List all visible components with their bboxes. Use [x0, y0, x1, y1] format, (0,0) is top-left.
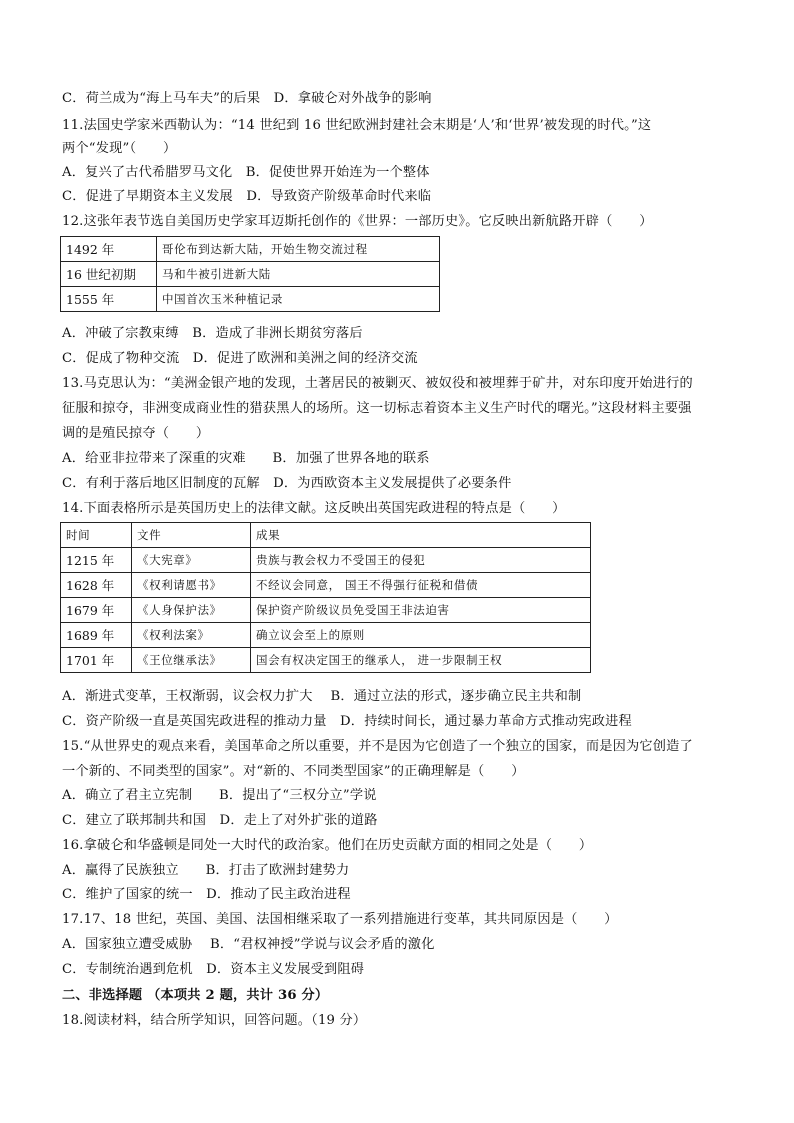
q11-options-ab: A．复兴了古代希腊罗马文化 B．促使世界开始连为一个整体	[62, 165, 430, 180]
q13-options-cd: C．有利于落后地区旧制度的瓦解 D．为西欧资本主义发展提供了必要条件	[62, 476, 512, 491]
q11-options-cd: C．促进了早期资本主义发展 D．导致资产阶级革命时代来临	[62, 189, 432, 204]
table-row	[61, 287, 440, 312]
table-cell: 《王位继承法》	[132, 648, 251, 673]
table-row	[61, 573, 591, 598]
q18-stem: 18.阅读材料，结合所学知识，回答问题。（19 分）	[62, 1013, 367, 1028]
q12-timeline-table	[60, 236, 440, 312]
q17-stem: 17.17、18 世纪，英国、美国、法国相继采取了一系列措施进行变革，其共同原因是（ ）	[62, 912, 618, 927]
q12-options-ab: A．冲破了宗教束缚 B．造成了非洲长期贫穷落后	[62, 326, 363, 341]
table-header: 时间	[61, 523, 132, 548]
table-row	[61, 623, 591, 648]
q12-stem: 12.这张年表节选自美国历史学家耳迈斯托创作的《世界：一部历史》。它反映出新航路开辟（ ）	[62, 214, 653, 229]
table-cell: 贵族与教会权力不受国王的侵犯	[251, 548, 591, 573]
table-cell: 1492 年	[61, 237, 157, 262]
q15-stem-line1: 15.“从世界史的观点来看，美国革命之所以重要，并不是因为它创造了一个独立的国家，而是因为它创造了	[62, 739, 693, 754]
table-cell: 马和牛被引进新大陆	[157, 262, 440, 287]
table-cell: 保护资产阶级议员免受国王非法迫害	[251, 598, 591, 623]
table-cell: 1689 年	[61, 623, 132, 648]
table-row	[61, 523, 591, 548]
table-cell: 中国首次玉米种植记录	[157, 287, 440, 312]
q12-options-cd: C．促成了物种交流 D．促进了欧洲和美洲之间的经济交流	[62, 351, 418, 366]
table-row	[61, 237, 440, 262]
table-cell: 1628 年	[61, 573, 132, 598]
q10-options-cd: C．荷兰成为“海上马车夫”的后果 D．拿破仑对外战争的影响	[62, 91, 432, 106]
table-row	[61, 648, 591, 673]
q14-options-cd: C．资产阶级一直是英国宪政进程的推动力量 D．持续时间长，通过暴力革命方式推动宪政进程	[62, 714, 632, 729]
q17-options-cd: C．专制统治遇到危机 D．资本主义发展受到阻碍	[62, 962, 365, 977]
table-cell: 1679 年	[61, 598, 132, 623]
table-cell: 《权利法案》	[132, 623, 251, 648]
q16-options-ab: A．赢得了民族独立 B．打击了欧洲封建势力	[62, 863, 350, 878]
table-cell: 国会有权决定国王的继承人， 进一步限制王权	[251, 648, 591, 673]
table-cell: 不经议会同意， 国王不得强行征税和借债	[251, 573, 591, 598]
table-header: 成果	[251, 523, 591, 548]
section-heading-non-choice: 二、非选择题 （本项共 2 题，共计 36 分）	[62, 988, 329, 1003]
table-cell: 《权利请愿书》	[132, 573, 251, 598]
q15-stem-line2: 一个新的、不同类型的国家”。对“新的、不同类型国家”的正确理解是（ ）	[62, 764, 525, 779]
table-cell: 1555 年	[61, 287, 157, 312]
table-cell: 1215 年	[61, 548, 132, 573]
table-cell: 确立议会至上的原则	[251, 623, 591, 648]
q15-options-ab: A．确立了君主立宪制 B．提出了“三权分立”学说	[62, 788, 377, 803]
q13-stem-line2: 征服和掠夺，非洲变成商业性的猎获黑人的场所。这一切标志着资本主义生产时代的曙光。”这段材料主要强	[62, 401, 692, 416]
table-cell: 16 世纪初期	[61, 262, 157, 287]
table-cell: 《大宪章》	[132, 548, 251, 573]
table-row	[61, 548, 591, 573]
q11-stem-line1: 11.法国史学家米西勒认为：“14 世纪到 16 世纪欧洲封建社会末期是‘人’和‘世界’被发现的时代。”这	[62, 118, 652, 133]
table-cell: 1701 年	[61, 648, 132, 673]
table-cell: 哥伦布到达新大陆，开始生物交流过程	[157, 237, 440, 262]
q16-options-cd: C．维护了国家的统一 D．推动了民主政治进程	[62, 887, 351, 902]
q13-stem-line1: 13.马克思认为：“美洲金银产地的发现，土著居民的被剿灭、被奴役和被埋葬于矿井，对东印度开始进行的	[62, 376, 693, 391]
q16-stem: 16.拿破仑和华盛顿是同处一大时代的政治家。他们在历史贡献方面的相同之处是（ ）	[62, 838, 593, 853]
q13-stem-line3: 调的是殖民掠夺（ ）	[62, 426, 210, 441]
q14-options-ab: A．渐进式变革，王权渐弱，议会权力扩大 B．通过立法的形式，逐步确立民主共和制	[62, 689, 582, 704]
table-header: 文件	[132, 523, 251, 548]
table-row	[61, 598, 591, 623]
q15-options-cd: C．建立了联邦制共和国 D．走上了对外扩张的道路	[62, 813, 378, 828]
q11-stem-line2: 两个“发现”（ ）	[62, 141, 177, 156]
q14-law-table	[60, 522, 591, 673]
q17-options-ab: A．国家独立遭受威胁 B．“君权神授”学说与议会矛盾的激化	[62, 937, 435, 952]
q14-stem: 14.下面表格所示是英国历史上的法律文献。这反映出英国宪政进程的特点是（ ）	[62, 501, 566, 516]
table-row	[61, 262, 440, 287]
table-cell: 《人身保护法》	[132, 598, 251, 623]
q13-options-ab: A．给亚非拉带来了深重的灾难 B．加强了世界各地的联系	[62, 451, 430, 466]
